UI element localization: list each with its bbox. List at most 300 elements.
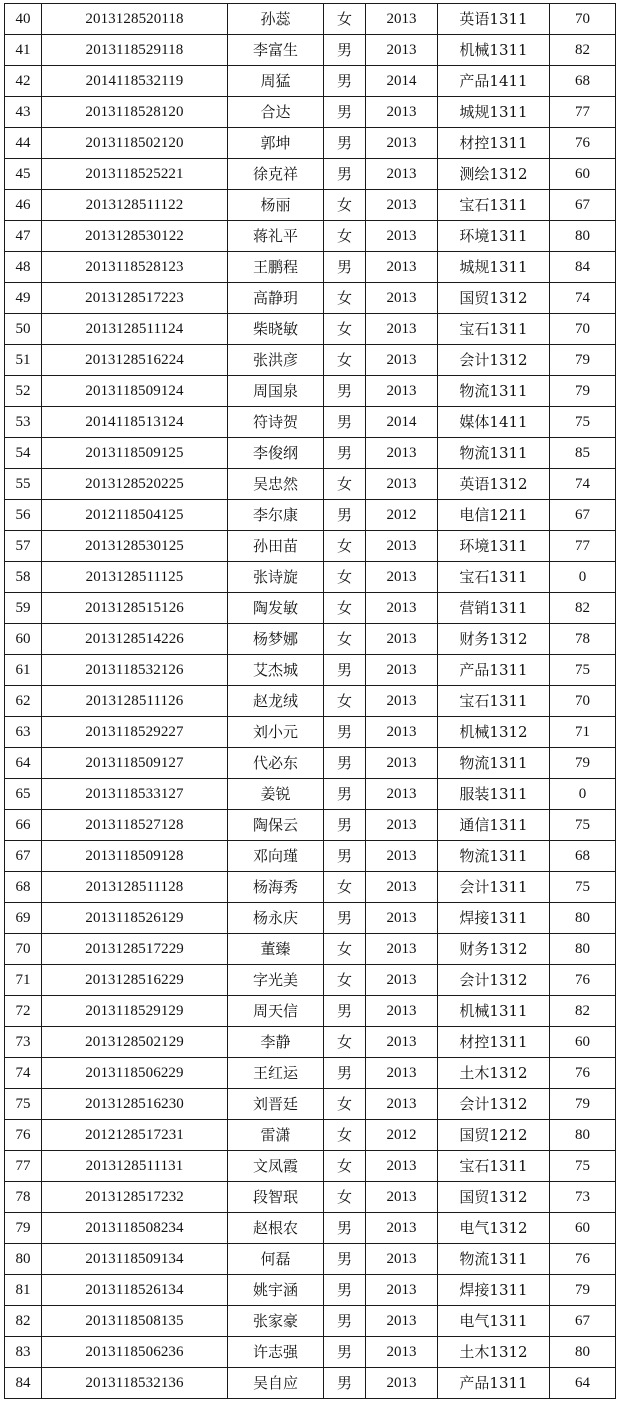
enrollment-year-cell: 2012 — [366, 500, 438, 531]
table-row — [5, 841, 616, 872]
score-cell: 79 — [550, 1089, 616, 1120]
table-row — [5, 903, 616, 934]
class-name-cell: 国贸1312 — [438, 1182, 550, 1213]
row-number-cell: 44 — [5, 128, 42, 159]
student-gender-cell: 女 — [324, 314, 366, 345]
student-id-cell: 2013128517229 — [42, 934, 228, 965]
table-row — [5, 717, 616, 748]
student-gender-cell: 男 — [324, 438, 366, 469]
class-name-cell: 城规1311 — [438, 97, 550, 128]
row-number-cell: 74 — [5, 1058, 42, 1089]
class-name-cell: 会计1312 — [438, 1089, 550, 1120]
table-row — [5, 376, 616, 407]
student-id-cell: 2013128516224 — [42, 345, 228, 376]
row-number-cell: 47 — [5, 221, 42, 252]
student-id-cell: 2013118509124 — [42, 376, 228, 407]
score-cell: 80 — [550, 1337, 616, 1368]
table-row — [5, 655, 616, 686]
class-name-cell: 电信1211 — [438, 500, 550, 531]
table-row — [5, 748, 616, 779]
table-row — [5, 872, 616, 903]
score-cell: 0 — [550, 779, 616, 810]
table-row — [5, 159, 616, 190]
score-cell: 79 — [550, 1275, 616, 1306]
student-gender-cell: 男 — [324, 655, 366, 686]
score-cell: 68 — [550, 841, 616, 872]
student-name-cell: 张家豪 — [228, 1306, 324, 1337]
student-gender-cell: 男 — [324, 903, 366, 934]
class-name-cell: 国贸1312 — [438, 283, 550, 314]
student-gender-cell: 女 — [324, 4, 366, 35]
score-cell: 73 — [550, 1182, 616, 1213]
enrollment-year-cell: 2013 — [366, 841, 438, 872]
student-name-cell: 杨丽 — [228, 190, 324, 221]
score-cell: 75 — [550, 655, 616, 686]
enrollment-year-cell: 2013 — [366, 159, 438, 190]
enrollment-year-cell: 2013 — [366, 934, 438, 965]
table-row — [5, 128, 616, 159]
row-number-cell: 79 — [5, 1213, 42, 1244]
table-row — [5, 1275, 616, 1306]
student-gender-cell: 男 — [324, 376, 366, 407]
table-row — [5, 934, 616, 965]
score-cell: 79 — [550, 345, 616, 376]
row-number-cell: 73 — [5, 1027, 42, 1058]
table-row — [5, 1027, 616, 1058]
row-number-cell: 68 — [5, 872, 42, 903]
class-name-cell: 电气1312 — [438, 1213, 550, 1244]
score-cell: 60 — [550, 159, 616, 190]
row-number-cell: 72 — [5, 996, 42, 1027]
row-number-cell: 66 — [5, 810, 42, 841]
score-cell: 78 — [550, 624, 616, 655]
table-row — [5, 314, 616, 345]
student-name-cell: 李静 — [228, 1027, 324, 1058]
student-id-cell: 2013118528123 — [42, 252, 228, 283]
row-number-cell: 50 — [5, 314, 42, 345]
enrollment-year-cell: 2013 — [366, 655, 438, 686]
table-row — [5, 1089, 616, 1120]
student-name-cell: 刘小元 — [228, 717, 324, 748]
class-name-cell: 焊接1311 — [438, 903, 550, 934]
student-name-cell: 陶保云 — [228, 810, 324, 841]
student-name-cell: 许志强 — [228, 1337, 324, 1368]
student-name-cell: 蒋礼平 — [228, 221, 324, 252]
score-cell: 75 — [550, 810, 616, 841]
row-number-cell: 46 — [5, 190, 42, 221]
enrollment-year-cell: 2013 — [366, 35, 438, 66]
score-cell: 77 — [550, 97, 616, 128]
class-name-cell: 焊接1311 — [438, 1275, 550, 1306]
row-number-cell: 53 — [5, 407, 42, 438]
table-row — [5, 1151, 616, 1182]
enrollment-year-cell: 2013 — [366, 97, 438, 128]
student-id-cell: 2013118509134 — [42, 1244, 228, 1275]
row-number-cell: 58 — [5, 562, 42, 593]
class-name-cell: 国贸1212 — [438, 1120, 550, 1151]
score-cell: 74 — [550, 469, 616, 500]
score-cell: 76 — [550, 1058, 616, 1089]
student-gender-cell: 女 — [324, 1089, 366, 1120]
student-gender-cell: 女 — [324, 1151, 366, 1182]
class-name-cell: 环境1311 — [438, 221, 550, 252]
row-number-cell: 61 — [5, 655, 42, 686]
enrollment-year-cell: 2013 — [366, 4, 438, 35]
enrollment-year-cell: 2013 — [366, 221, 438, 252]
student-gender-cell: 男 — [324, 1337, 366, 1368]
enrollment-year-cell: 2013 — [366, 810, 438, 841]
table-row — [5, 35, 616, 66]
row-number-cell: 69 — [5, 903, 42, 934]
student-gender-cell: 男 — [324, 66, 366, 97]
enrollment-year-cell: 2013 — [366, 748, 438, 779]
enrollment-year-cell: 2013 — [366, 1089, 438, 1120]
table-row — [5, 624, 616, 655]
row-number-cell: 84 — [5, 1368, 42, 1399]
student-id-cell: 2013118526134 — [42, 1275, 228, 1306]
student-name-cell: 王鹏程 — [228, 252, 324, 283]
student-id-cell: 2013118508234 — [42, 1213, 228, 1244]
student-name-cell: 邓向瑾 — [228, 841, 324, 872]
class-name-cell: 机械1311 — [438, 35, 550, 66]
enrollment-year-cell: 2013 — [366, 1275, 438, 1306]
student-id-cell: 2013118509128 — [42, 841, 228, 872]
enrollment-year-cell: 2013 — [366, 314, 438, 345]
table-row — [5, 810, 616, 841]
table-row — [5, 97, 616, 128]
table-row — [5, 221, 616, 252]
enrollment-year-cell: 2012 — [366, 1120, 438, 1151]
student-gender-cell: 男 — [324, 252, 366, 283]
score-cell: 68 — [550, 66, 616, 97]
row-number-cell: 83 — [5, 1337, 42, 1368]
class-name-cell: 城规1311 — [438, 252, 550, 283]
score-cell: 0 — [550, 562, 616, 593]
student-gender-cell: 男 — [324, 1306, 366, 1337]
score-cell: 60 — [550, 1213, 616, 1244]
table-row — [5, 438, 616, 469]
student-name-cell: 柴晓敏 — [228, 314, 324, 345]
class-name-cell: 英语1312 — [438, 469, 550, 500]
student-gender-cell: 男 — [324, 810, 366, 841]
enrollment-year-cell: 2013 — [366, 965, 438, 996]
student-gender-cell: 男 — [324, 128, 366, 159]
table-body — [5, 4, 616, 1399]
class-name-cell: 土木1312 — [438, 1337, 550, 1368]
enrollment-year-cell: 2013 — [366, 779, 438, 810]
student-name-cell: 高静玥 — [228, 283, 324, 314]
score-cell: 67 — [550, 1306, 616, 1337]
student-id-cell: 2013118532136 — [42, 1368, 228, 1399]
table-row — [5, 779, 616, 810]
student-id-cell: 2013118509125 — [42, 438, 228, 469]
row-number-cell: 65 — [5, 779, 42, 810]
student-gender-cell: 女 — [324, 283, 366, 314]
table-row — [5, 1368, 616, 1399]
student-name-cell: 刘晋廷 — [228, 1089, 324, 1120]
student-name-cell: 杨永庆 — [228, 903, 324, 934]
class-name-cell: 会计1312 — [438, 965, 550, 996]
student-gender-cell: 女 — [324, 686, 366, 717]
table-row — [5, 407, 616, 438]
student-name-cell: 周国泉 — [228, 376, 324, 407]
row-number-cell: 82 — [5, 1306, 42, 1337]
student-gender-cell: 男 — [324, 1058, 366, 1089]
student-gender-cell: 男 — [324, 97, 366, 128]
student-id-cell: 2013128511125 — [42, 562, 228, 593]
table-row — [5, 1244, 616, 1275]
row-number-cell: 67 — [5, 841, 42, 872]
student-gender-cell: 男 — [324, 35, 366, 66]
student-gender-cell: 女 — [324, 562, 366, 593]
enrollment-year-cell: 2013 — [366, 1213, 438, 1244]
student-id-cell: 2013128520118 — [42, 4, 228, 35]
class-name-cell: 物流1311 — [438, 438, 550, 469]
score-cell: 79 — [550, 748, 616, 779]
class-name-cell: 机械1311 — [438, 996, 550, 1027]
class-name-cell: 宝石1311 — [438, 1151, 550, 1182]
student-id-cell: 2013118529118 — [42, 35, 228, 66]
table-row — [5, 593, 616, 624]
row-number-cell: 70 — [5, 934, 42, 965]
student-name-cell: 孙田苗 — [228, 531, 324, 562]
table-row — [5, 965, 616, 996]
student-gender-cell: 男 — [324, 996, 366, 1027]
row-number-cell: 60 — [5, 624, 42, 655]
class-name-cell: 会计1311 — [438, 872, 550, 903]
table-row — [5, 500, 616, 531]
student-name-cell: 何磊 — [228, 1244, 324, 1275]
row-number-cell: 81 — [5, 1275, 42, 1306]
student-id-cell: 2013118502120 — [42, 128, 228, 159]
student-gender-cell: 女 — [324, 345, 366, 376]
score-cell: 76 — [550, 1244, 616, 1275]
student-id-cell: 2013118509127 — [42, 748, 228, 779]
row-number-cell: 43 — [5, 97, 42, 128]
enrollment-year-cell: 2014 — [366, 66, 438, 97]
student-id-cell: 2013118508135 — [42, 1306, 228, 1337]
student-gender-cell: 女 — [324, 624, 366, 655]
score-cell: 67 — [550, 500, 616, 531]
row-number-cell: 45 — [5, 159, 42, 190]
student-name-cell: 杨梦娜 — [228, 624, 324, 655]
score-cell: 70 — [550, 686, 616, 717]
table-row — [5, 1213, 616, 1244]
table-row — [5, 1306, 616, 1337]
student-gender-cell: 男 — [324, 500, 366, 531]
student-gender-cell: 男 — [324, 748, 366, 779]
enrollment-year-cell: 2013 — [366, 283, 438, 314]
score-cell: 75 — [550, 872, 616, 903]
class-name-cell: 材控1311 — [438, 128, 550, 159]
student-id-cell: 2013118506236 — [42, 1337, 228, 1368]
student-id-cell: 2013128516229 — [42, 965, 228, 996]
enrollment-year-cell: 2013 — [366, 1027, 438, 1058]
table-row — [5, 190, 616, 221]
student-name-cell: 李富生 — [228, 35, 324, 66]
row-number-cell: 48 — [5, 252, 42, 283]
student-name-cell: 张诗旋 — [228, 562, 324, 593]
student-id-cell: 2013118525221 — [42, 159, 228, 190]
student-id-cell: 2012118504125 — [42, 500, 228, 531]
student-id-cell: 2013128516230 — [42, 1089, 228, 1120]
score-cell: 75 — [550, 1151, 616, 1182]
student-id-cell: 2013128514226 — [42, 624, 228, 655]
student-name-cell: 吴自应 — [228, 1368, 324, 1399]
student-gender-cell: 女 — [324, 965, 366, 996]
student-gender-cell: 男 — [324, 717, 366, 748]
row-number-cell: 76 — [5, 1120, 42, 1151]
student-id-cell: 2014118513124 — [42, 407, 228, 438]
student-name-cell: 文凤霞 — [228, 1151, 324, 1182]
student-id-cell: 2013118526129 — [42, 903, 228, 934]
row-number-cell: 40 — [5, 4, 42, 35]
table-row — [5, 345, 616, 376]
student-name-cell: 董臻 — [228, 934, 324, 965]
score-cell: 77 — [550, 531, 616, 562]
row-number-cell: 64 — [5, 748, 42, 779]
student-name-cell: 合达 — [228, 97, 324, 128]
class-name-cell: 机械1312 — [438, 717, 550, 748]
row-number-cell: 80 — [5, 1244, 42, 1275]
class-name-cell: 服装1311 — [438, 779, 550, 810]
row-number-cell: 54 — [5, 438, 42, 469]
student-name-cell: 雷潇 — [228, 1120, 324, 1151]
score-cell: 64 — [550, 1368, 616, 1399]
enrollment-year-cell: 2013 — [366, 438, 438, 469]
student-id-cell: 2013128515126 — [42, 593, 228, 624]
student-gender-cell: 女 — [324, 1182, 366, 1213]
score-cell: 71 — [550, 717, 616, 748]
enrollment-year-cell: 2013 — [366, 469, 438, 500]
class-name-cell: 英语1311 — [438, 4, 550, 35]
student-gender-cell: 男 — [324, 1368, 366, 1399]
score-cell: 80 — [550, 1120, 616, 1151]
table-row — [5, 252, 616, 283]
student-gender-cell: 女 — [324, 872, 366, 903]
student-name-cell: 李尔康 — [228, 500, 324, 531]
class-name-cell: 材控1311 — [438, 1027, 550, 1058]
student-id-cell: 2013128517223 — [42, 283, 228, 314]
row-number-cell: 41 — [5, 35, 42, 66]
enrollment-year-cell: 2013 — [366, 996, 438, 1027]
class-name-cell: 物流1311 — [438, 376, 550, 407]
score-cell: 75 — [550, 407, 616, 438]
row-number-cell: 77 — [5, 1151, 42, 1182]
table-row — [5, 996, 616, 1027]
table-row — [5, 562, 616, 593]
class-name-cell: 宝石1311 — [438, 314, 550, 345]
row-number-cell: 56 — [5, 500, 42, 531]
student-name-cell: 徐克祥 — [228, 159, 324, 190]
enrollment-year-cell: 2013 — [366, 376, 438, 407]
class-name-cell: 电气1311 — [438, 1306, 550, 1337]
enrollment-year-cell: 2013 — [366, 1306, 438, 1337]
student-id-cell: 2013128511128 — [42, 872, 228, 903]
student-name-cell: 字光美 — [228, 965, 324, 996]
student-name-cell: 段智珉 — [228, 1182, 324, 1213]
table-row — [5, 1058, 616, 1089]
enrollment-year-cell: 2013 — [366, 717, 438, 748]
student-gender-cell: 女 — [324, 1120, 366, 1151]
row-number-cell: 62 — [5, 686, 42, 717]
student-gender-cell: 男 — [324, 779, 366, 810]
row-number-cell: 63 — [5, 717, 42, 748]
student-gender-cell: 女 — [324, 593, 366, 624]
student-id-cell: 2013118506229 — [42, 1058, 228, 1089]
class-name-cell: 物流1311 — [438, 748, 550, 779]
class-name-cell: 宝石1311 — [438, 190, 550, 221]
score-cell: 80 — [550, 903, 616, 934]
student-id-cell: 2013118527128 — [42, 810, 228, 841]
enrollment-year-cell: 2013 — [366, 624, 438, 655]
enrollment-year-cell: 2013 — [366, 1058, 438, 1089]
student-id-cell: 2012128517231 — [42, 1120, 228, 1151]
student-gender-cell: 男 — [324, 1213, 366, 1244]
score-cell: 79 — [550, 376, 616, 407]
student-name-cell: 周天信 — [228, 996, 324, 1027]
table-row — [5, 686, 616, 717]
table-row — [5, 66, 616, 97]
student-name-cell: 姜锐 — [228, 779, 324, 810]
score-cell: 84 — [550, 252, 616, 283]
student-id-cell: 2013128520225 — [42, 469, 228, 500]
row-number-cell: 71 — [5, 965, 42, 996]
student-id-cell: 2013128517232 — [42, 1182, 228, 1213]
class-name-cell: 会计1312 — [438, 345, 550, 376]
class-name-cell: 物流1311 — [438, 1244, 550, 1275]
score-cell: 85 — [550, 438, 616, 469]
row-number-cell: 78 — [5, 1182, 42, 1213]
student-name-cell: 张洪彦 — [228, 345, 324, 376]
enrollment-year-cell: 2013 — [366, 686, 438, 717]
student-gender-cell: 女 — [324, 469, 366, 500]
class-name-cell: 测绘1312 — [438, 159, 550, 190]
student-name-cell: 吴忠然 — [228, 469, 324, 500]
score-cell: 82 — [550, 35, 616, 66]
enrollment-year-cell: 2013 — [366, 903, 438, 934]
student-id-cell: 2013128530122 — [42, 221, 228, 252]
table-row — [5, 469, 616, 500]
class-name-cell: 宝石1311 — [438, 686, 550, 717]
student-name-cell: 王红运 — [228, 1058, 324, 1089]
student-gender-cell: 女 — [324, 1027, 366, 1058]
student-id-cell: 2013128530125 — [42, 531, 228, 562]
score-cell: 70 — [550, 314, 616, 345]
score-cell: 82 — [550, 996, 616, 1027]
enrollment-year-cell: 2014 — [366, 407, 438, 438]
student-id-cell: 2013118532126 — [42, 655, 228, 686]
score-cell: 80 — [550, 221, 616, 252]
enrollment-year-cell: 2013 — [366, 128, 438, 159]
row-number-cell: 59 — [5, 593, 42, 624]
enrollment-year-cell: 2013 — [366, 872, 438, 903]
student-id-cell: 2013128511124 — [42, 314, 228, 345]
enrollment-year-cell: 2013 — [366, 1337, 438, 1368]
student-name-cell: 艾杰城 — [228, 655, 324, 686]
student-gender-cell: 男 — [324, 159, 366, 190]
score-cell: 74 — [550, 283, 616, 314]
score-cell: 60 — [550, 1027, 616, 1058]
student-id-cell: 2013118533127 — [42, 779, 228, 810]
class-name-cell: 产品1311 — [438, 655, 550, 686]
row-number-cell: 49 — [5, 283, 42, 314]
row-number-cell: 75 — [5, 1089, 42, 1120]
student-gender-cell: 女 — [324, 190, 366, 221]
row-number-cell: 51 — [5, 345, 42, 376]
row-number-cell: 55 — [5, 469, 42, 500]
student-gender-cell: 男 — [324, 407, 366, 438]
